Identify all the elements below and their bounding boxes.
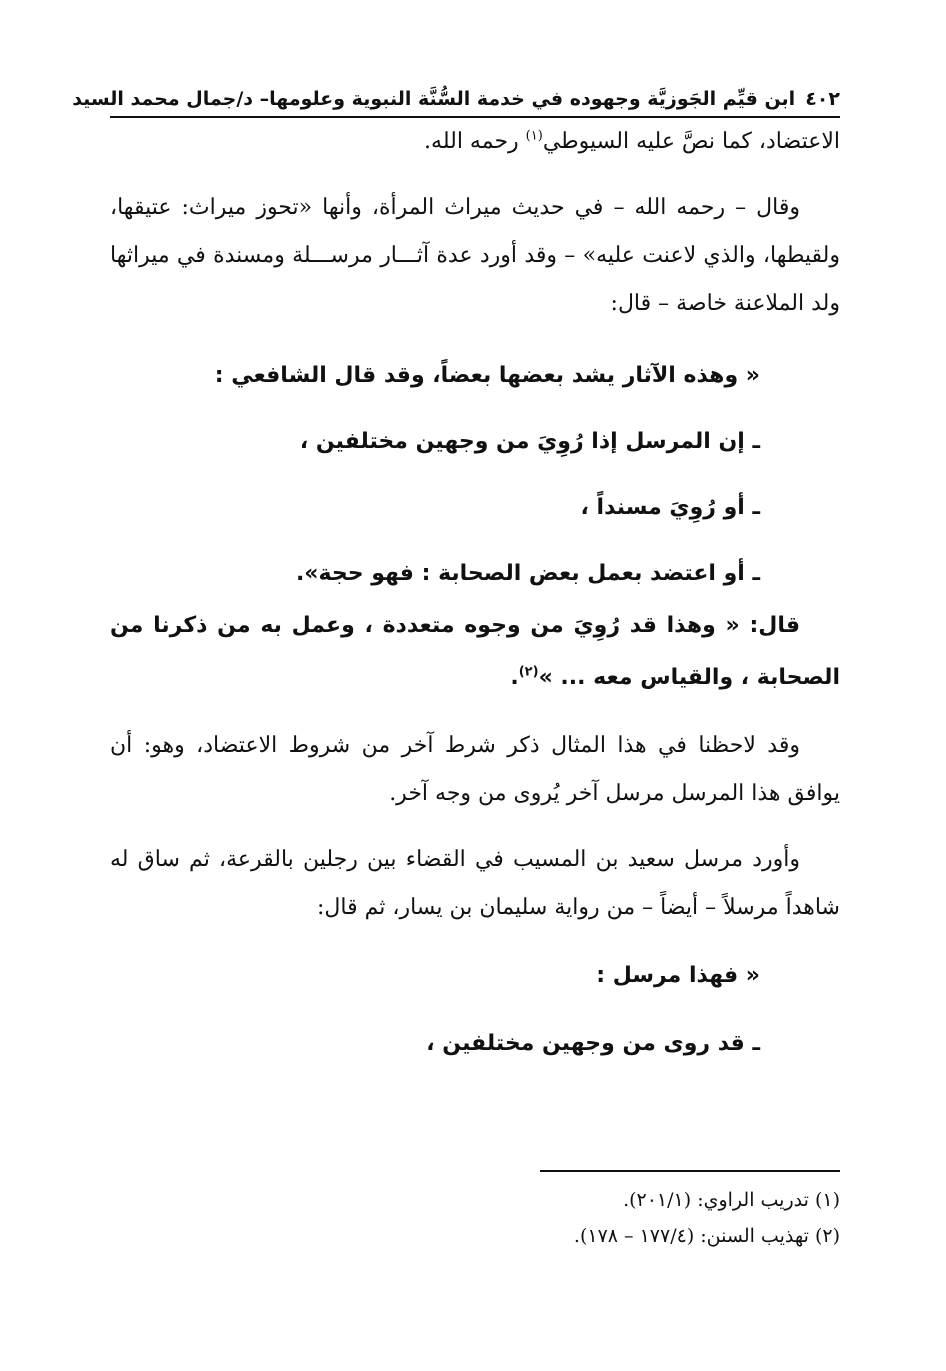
paragraph-3: وقد لاحظنا في هذا المثال ذكر شرط آخر من شروط الاعتضاد، وهو: أن يوافق هذا المرسل مرسل آخر يُروى من وجه آخر. [110, 733, 840, 806]
paragraph-1-text: الاعتضاد، كما نصَّ عليه السيوطي [542, 129, 840, 154]
quote-line-4: ـ أو اعتضد بعمل بعض الصحابة : فهو حجة». [295, 561, 760, 586]
footnote-ref-2: (٢) [518, 664, 539, 680]
running-header [72, 84, 840, 118]
quote-line-6: « فهذا مرسل : [596, 963, 760, 988]
quote-line-2: ـ إن المرسل إذا رُوِيَ من وجهين مختلفين ، [299, 429, 760, 454]
paragraph-1 [110, 118, 840, 166]
running-title: ابن قيِّم الجَوزيَّة وجهوده في خدمة السُّنَّة النبوية وعلومها– د/جمال محمد السيد [72, 88, 796, 110]
quote-line-1: « وهذه الآثار يشد بعضها بعضاً، وقد قال الشافعي : [214, 363, 760, 388]
paragraph-2: وقال – رحمه الله – في حديث ميراث المرأة، وأنها «تحوز ميراث: عتيقها، ولقيطها، والذي لاعنت عليه» – وقد أورد عدة آثـــار مرســـلة ومسندة في ميراثها ولد الملاعنة خاصة – قال: [110, 195, 840, 316]
footnote-2: (٢) تهذيب السنن: (١٧٧/٤ – ١٧٨). [573, 1225, 840, 1247]
quote-5-end: . [510, 665, 519, 690]
quote-line-7: ـ قد روى من وجهين مختلفين ، [426, 1031, 760, 1056]
paragraph-1-end: رحمه الله. [424, 129, 526, 154]
footnote-1: (١) تدريب الراوي: (٢٠١/١). [623, 1189, 840, 1211]
quote-line-3: ـ أو رُوِيَ مسنداً ، [580, 495, 760, 520]
footnote-ref-1: (١) [525, 128, 543, 144]
page-number: ٤٠٢ [805, 88, 840, 110]
paragraph-4: وأورد مرسل سعيد بن المسيب في القضاء بين رجلين بالقرعة، ثم ساق له شاهداً مرسلاً – أيضاً – من رواية سليمان بن يسار، ثم قال: [110, 847, 840, 920]
book-page [72, 84, 840, 1070]
footnotes [110, 1170, 840, 1254]
quote-paragraph-5 [110, 600, 840, 704]
quote-5-text: قال: « وهذا قد رُوِيَ من وجوه متعددة ، وعمل به من ذكرنا من الصحابة ، والقياس معه ... » [110, 613, 840, 690]
footnote-divider [540, 1170, 840, 1172]
